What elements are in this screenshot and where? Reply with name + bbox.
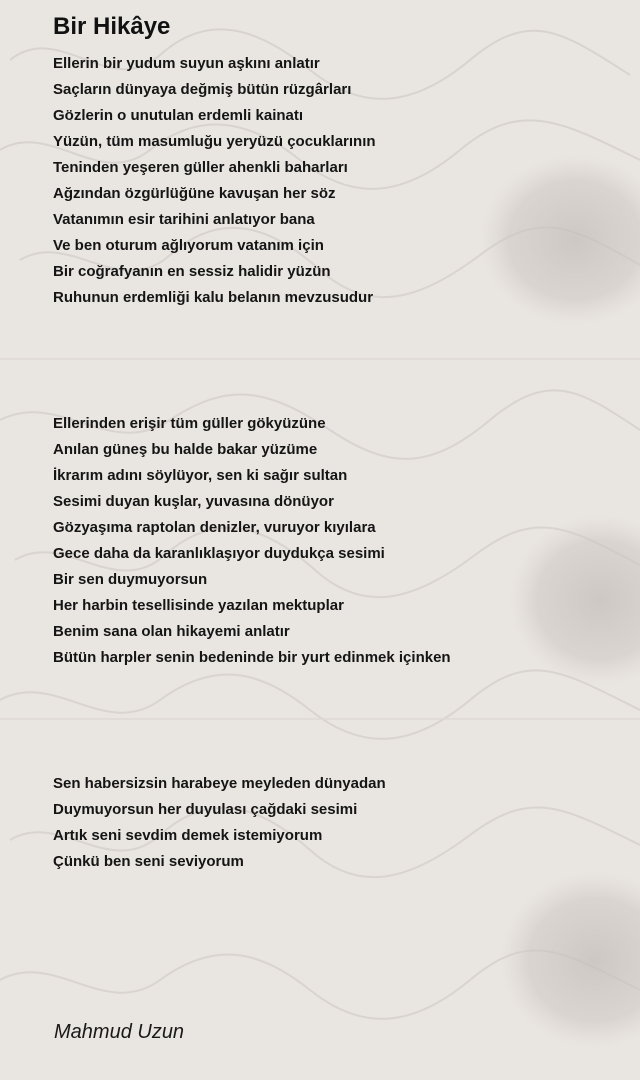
poem-line: Benim sana olan hikayemi anlatır <box>53 623 290 640</box>
poem-line: Bir coğrafyanın en sessiz halidir yüzün <box>53 263 331 280</box>
poem-line: Bütün harpler senin bedeninde bir yurt edinmek içinken <box>53 649 451 666</box>
poem-line: Çünkü ben seni seviyorum <box>53 853 244 870</box>
poem-line: Bir sen duymuyorsun <box>53 571 208 588</box>
poem-line: Ağzından özgürlüğüne kavuşan her söz <box>53 185 336 202</box>
poem-line: Yüzün, tüm masumluğu yeryüzü çocuklarının <box>53 133 376 150</box>
poem-line: Gözlerin o unutulan erdemli kainatı <box>53 107 304 124</box>
poem-line: Ruhunun erdemliği kalu belanın mevzusudur <box>53 289 374 306</box>
poem-line: İkrarım adını söylüyor, sen ki sağır sultan <box>53 467 348 484</box>
poem-line: Gece daha da karanlıklaşıyor duydukça sesimi <box>53 545 385 562</box>
poem-line: Gözyaşıma raptolan denizler, vuruyor kıyılara <box>53 519 376 536</box>
poem-author: Mahmud Uzun <box>54 1021 185 1043</box>
poem-line: Saçların dünyaya değmiş bütün rüzgârları <box>53 81 352 98</box>
poem-stanza <box>53 771 386 875</box>
poem-line: Sesimi duyan kuşlar, yuvasına dönüyor <box>53 493 334 510</box>
poem-line: Artık seni sevdim demek istemiyorum <box>53 827 323 844</box>
poem-stanza <box>53 411 451 671</box>
poem-line: Her harbin tesellisinde yazılan mektuplar <box>53 597 344 614</box>
poem-line: Anılan güneş bu halde bakar yüzüme <box>53 441 318 458</box>
poem-line: Sen habersizsin harabeye meyleden dünyadan <box>53 775 386 792</box>
poem-title: Bir Hikâye <box>53 13 171 40</box>
poem-line: Teninden yeşeren güller ahenkli baharları <box>53 159 348 176</box>
poem-line: Duymuyorsun her duyulası çağdaki sesimi <box>53 801 358 818</box>
poem-line: Ve ben oturum ağlıyorum vatanım için <box>53 237 324 254</box>
poem-line: Ellerin bir yudum suyun aşkını anlatır <box>53 55 320 72</box>
poem-line: Ellerinden erişir tüm güller gökyüzüne <box>53 415 326 432</box>
poem-line: Vatanımın esir tarihini anlatıyor bana <box>53 211 315 228</box>
poem-stanza <box>53 51 376 311</box>
